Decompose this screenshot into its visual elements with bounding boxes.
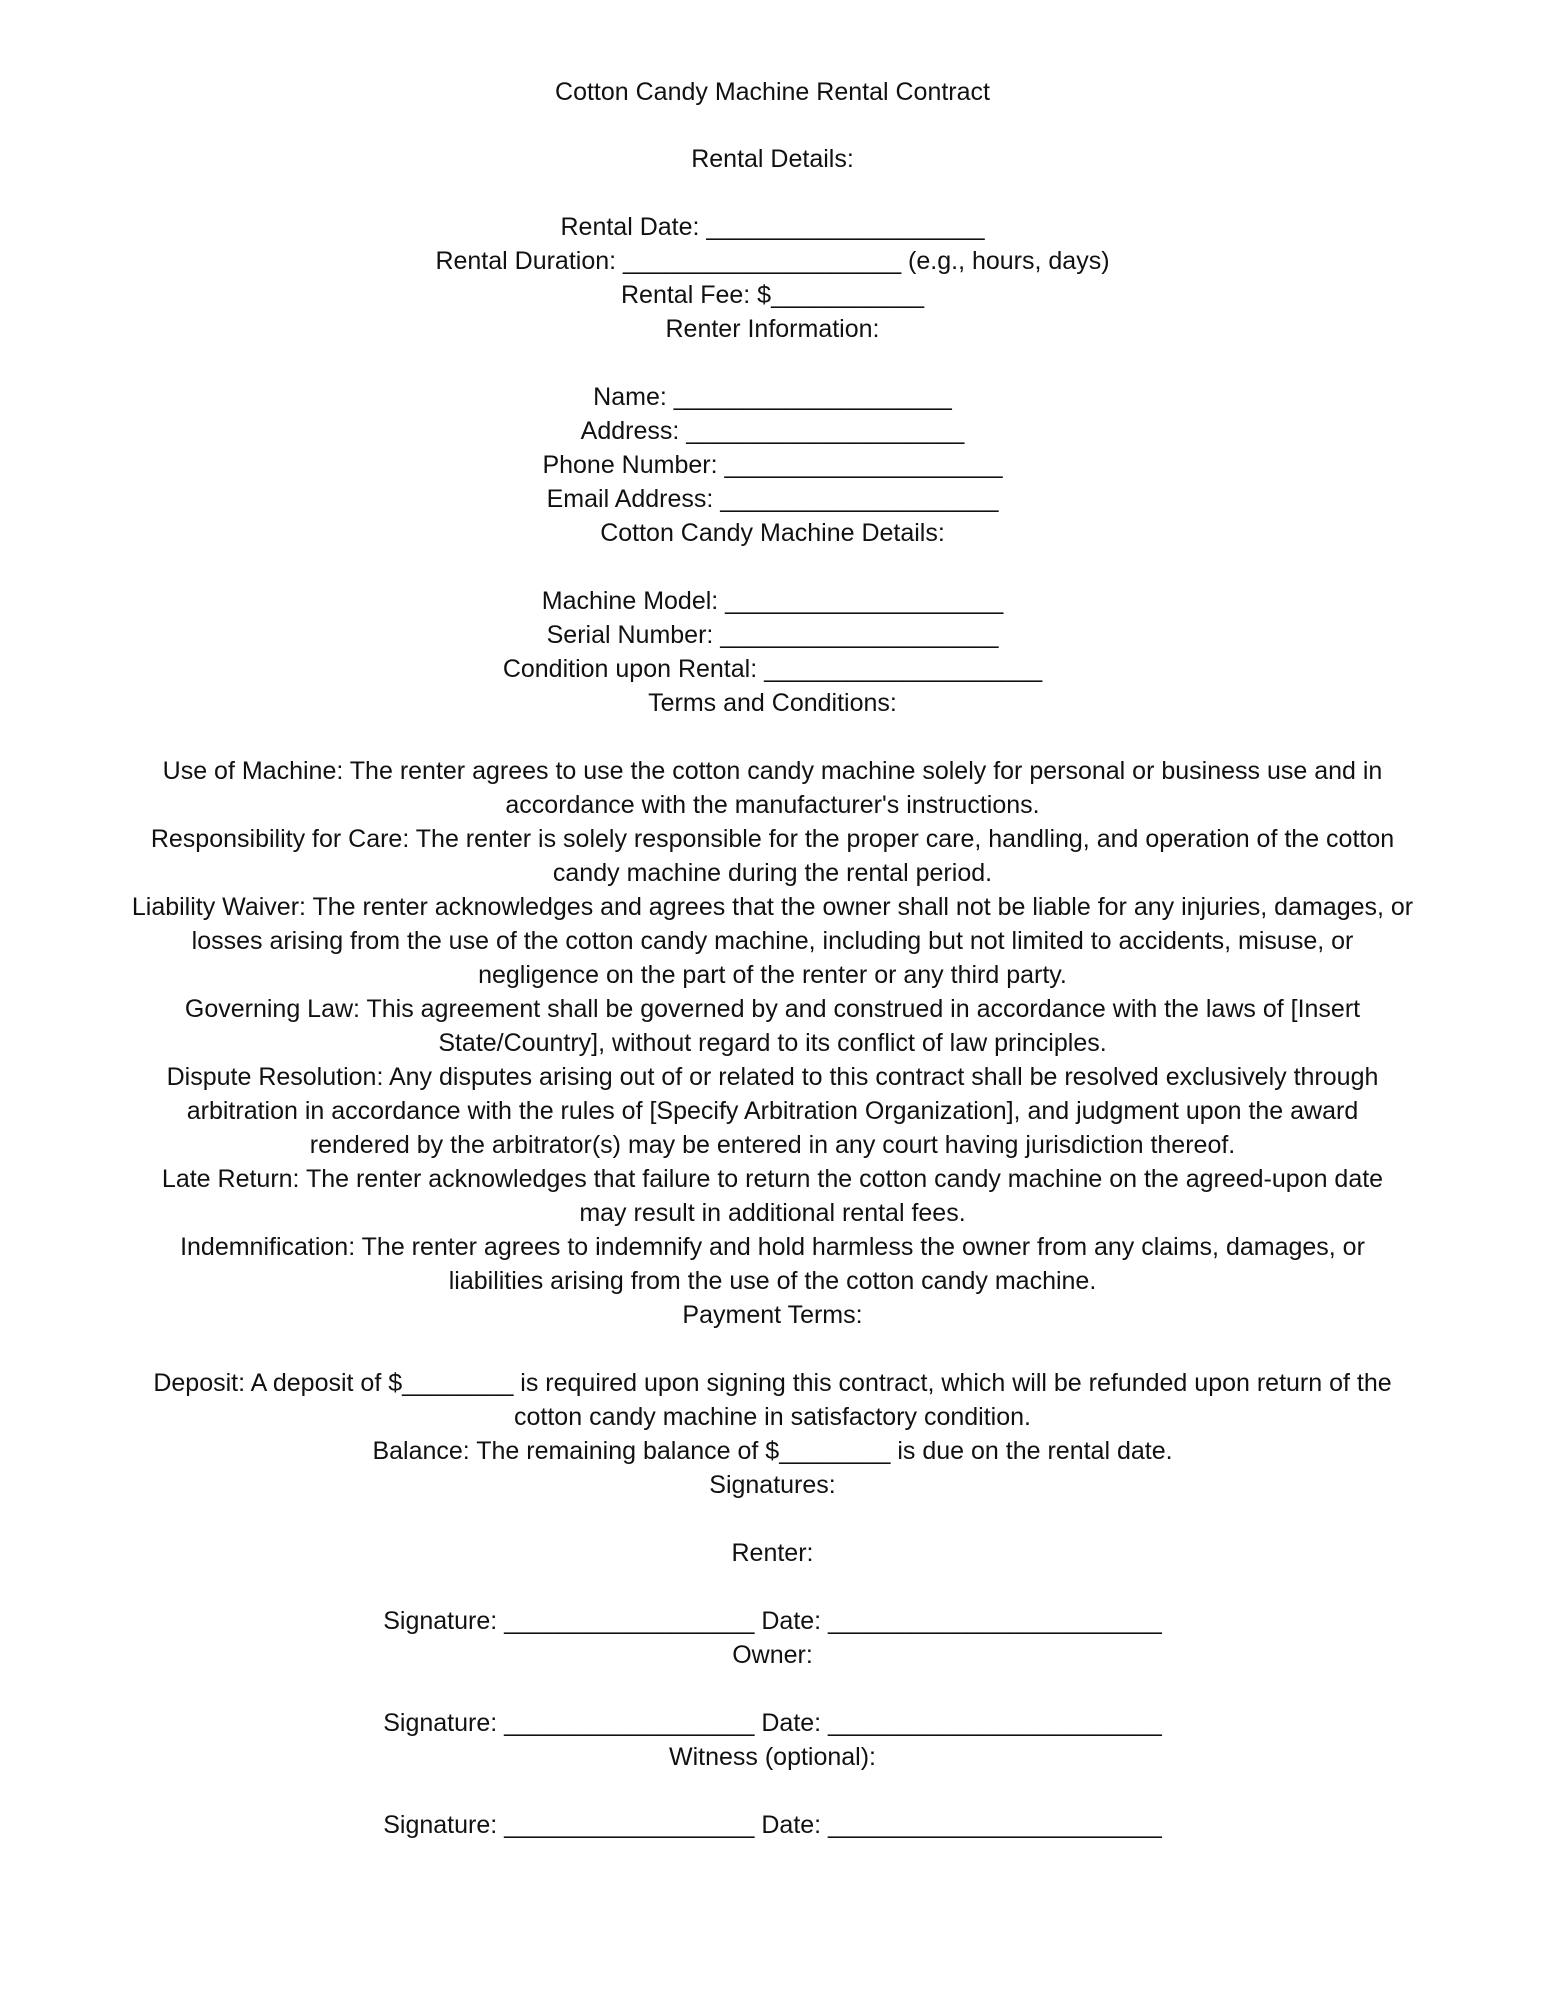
deposit-line: cotton candy machine in satisfactory condition. (514, 1403, 1031, 1431)
rental-duration-field: Rental Duration: ____________________ (e.g., hours, days) (435, 247, 1110, 275)
renter-address-field: Address: ____________________ (580, 417, 965, 445)
rental-details-heading: Rental Details: (691, 145, 854, 173)
terms-line: arbitration in accordance with the rules of [Specify Arbitration Organization], and judgment upon the award (186, 1097, 1359, 1125)
rental-fee-field: Rental Fee: $___________ (620, 281, 925, 309)
terms-line: candy machine during the rental period. (552, 859, 993, 887)
renter-email-field: Email Address: ____________________ (546, 485, 999, 513)
witness-signature-line: Signature: __________________ Date: ________________________ (383, 1811, 1162, 1839)
renter-signature-line: Signature: __________________ Date: ________________________ (383, 1607, 1162, 1635)
renter-phone-field: Phone Number: ____________________ (542, 451, 1003, 479)
terms-line: Governing Law: This agreement shall be governed by and construed in accordance with the laws of [Insert (184, 995, 1361, 1023)
renter-signature-label: Renter: (731, 1539, 814, 1567)
machine-model-field: Machine Model: ____________________ (541, 587, 1004, 615)
terms-line: Indemnification: The renter agrees to indemnify and hold harmless the owner from any claims, damages, or (180, 1233, 1365, 1261)
terms-line: accordance with the manufacturer's instructions. (505, 791, 1040, 819)
witness-signature-label: Witness (optional): (668, 1743, 877, 1771)
owner-signature-label: Owner: (732, 1641, 813, 1669)
condition-field: Condition upon Rental: ____________________ (502, 655, 1043, 683)
serial-number-field: Serial Number: ____________________ (546, 621, 999, 649)
terms-line: liabilities arising from the use of the cotton candy machine. (448, 1267, 1097, 1295)
terms-line: negligence on the part of the renter or any third party. (478, 961, 1067, 989)
terms-line: Late Return: The renter acknowledges that failure to return the cotton candy machine on the agreed-upon date (161, 1165, 1384, 1193)
terms-line: Responsibility for Care: The renter is solely responsible for the proper care, handling, and operation of the cotton (150, 825, 1395, 853)
renter-name-field: Name: ____________________ (593, 383, 952, 411)
signatures-heading: Signatures: (709, 1471, 836, 1499)
rental-date-field: Rental Date: ____________________ (560, 213, 985, 241)
owner-signature-line: Signature: __________________ Date: ________________________ (383, 1709, 1162, 1737)
machine-details-heading: Cotton Candy Machine Details: (600, 519, 945, 547)
renter-information-heading: Renter Information: (665, 315, 880, 343)
terms-line: losses arising from the use of the cotton candy machine, including but not limited to accidents, misuse, or (191, 927, 1354, 955)
terms-line: Use of Machine: The renter agrees to use the cotton candy machine solely for personal or business use and in (162, 757, 1383, 785)
document-title: Cotton Candy Machine Rental Contract (555, 78, 990, 106)
terms-line: Dispute Resolution: Any disputes arising out of or related to this contract shall be resolved exclusively through (166, 1063, 1379, 1091)
terms-heading: Terms and Conditions: (648, 689, 897, 717)
deposit-line: Deposit: A deposit of $________ is required upon signing this contract, which will be refunded upon return of the (153, 1369, 1392, 1397)
balance-line: Balance: The remaining balance of $________ is due on the rental date. (372, 1437, 1173, 1465)
terms-line: may result in additional rental fees. (579, 1199, 966, 1227)
terms-line: Liability Waiver: The renter acknowledges and agrees that the owner shall not be liable for any injuries, damages, or (131, 893, 1414, 921)
terms-line: State/Country], without regard to its conflict of law principles. (438, 1029, 1107, 1057)
terms-line: rendered by the arbitrator(s) may be entered in any court having jurisdiction thereof. (309, 1131, 1236, 1159)
payment-terms-heading: Payment Terms: (682, 1301, 863, 1329)
